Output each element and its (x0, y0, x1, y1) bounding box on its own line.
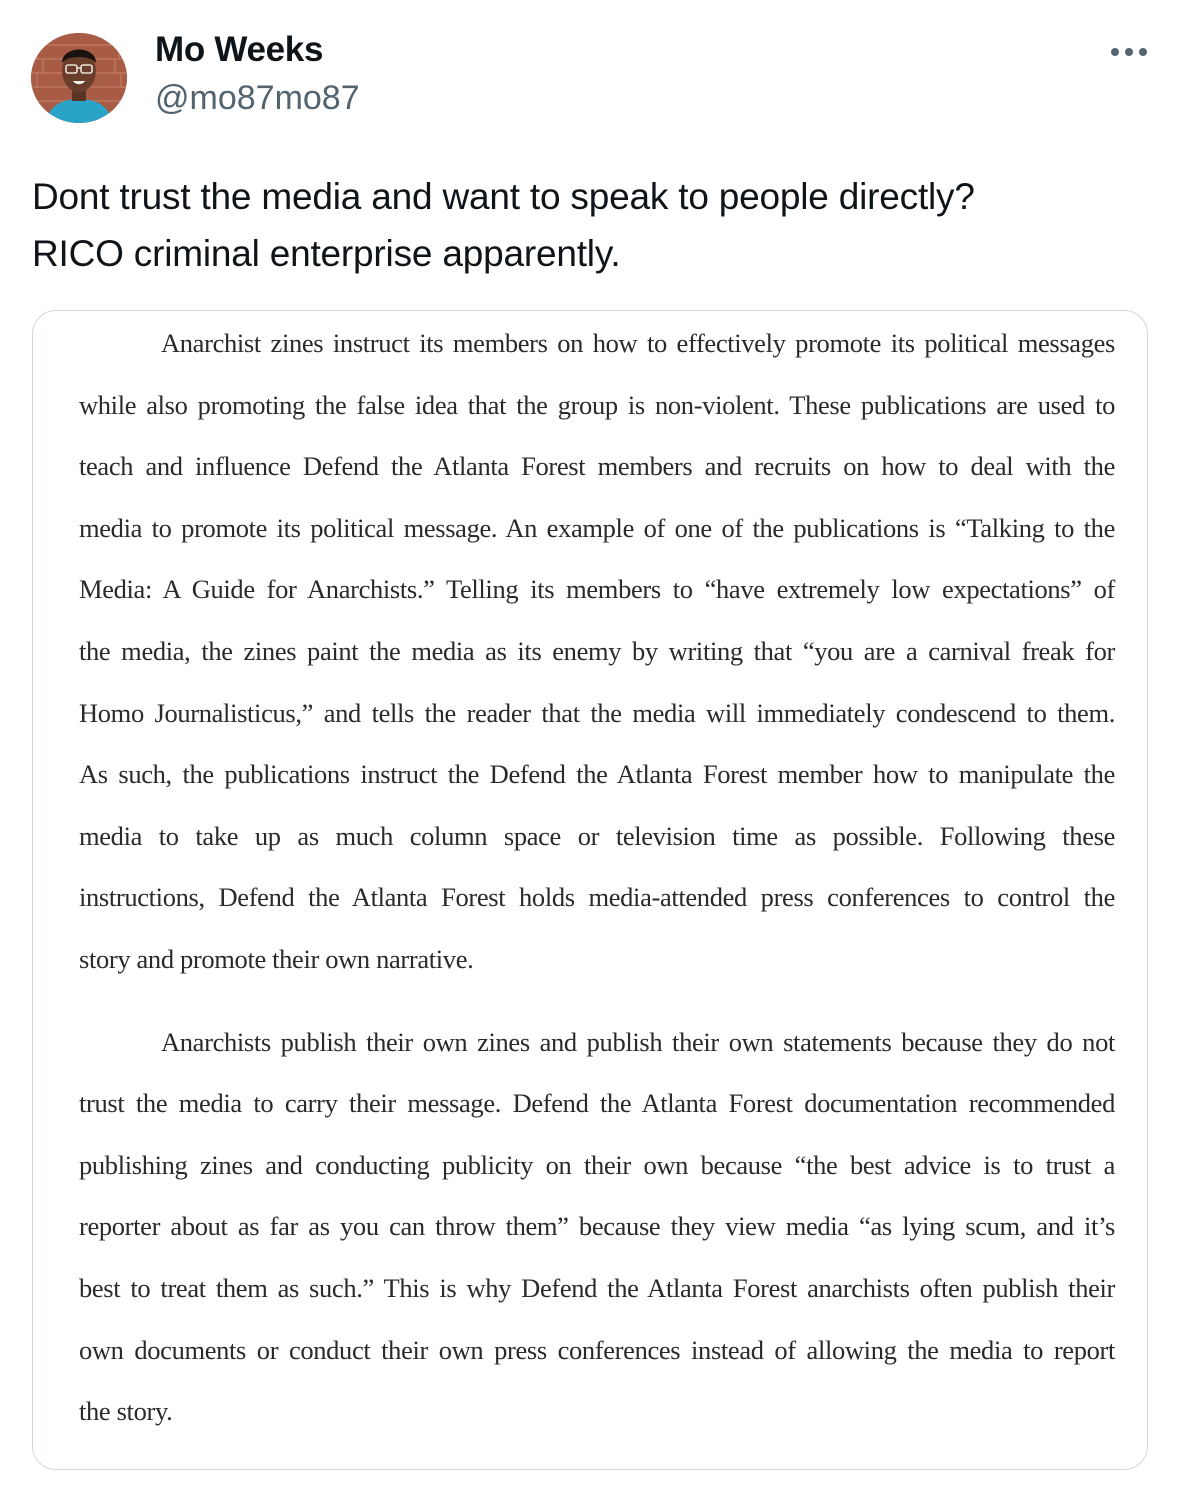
document-line: media to take up as much column space or television time as possible. Following these (79, 820, 1115, 851)
document-line: best to treat them as such.” This is why Defend the Atlanta Forest anarchists often publish their (79, 1272, 1115, 1303)
more-horizontal-icon (1109, 46, 1149, 58)
author-avatar[interactable] (31, 33, 127, 123)
document-line: own documents or conduct their own press conferences instead of allowing the media to report (79, 1334, 1115, 1365)
document-line: Anarchist zines instruct its members on how to effectively promote its political messages (161, 328, 1115, 358)
document-line: Media: A Guide for Anarchists.” Telling its members to “have extremely low expectations” of (79, 574, 1115, 605)
document-line: teach and influence Defend the Atlanta Forest members and recruits on how to deal with the (79, 451, 1115, 482)
author-handle[interactable]: @mo87mo87 (155, 79, 360, 117)
document-text (79, 329, 1115, 1459)
paragraph-gap (79, 1007, 1115, 1028)
attached-document-image[interactable] (32, 310, 1148, 1470)
document-line: instructions, Defend the Atlanta Forest holds media-attended press conferences to control the (79, 882, 1115, 913)
document-line: Anarchists publish their own zines and publish their own statements because they do not (161, 1026, 1115, 1057)
author-name[interactable]: Mo Weeks (155, 30, 324, 69)
document-line: media to promote its political message. An example of one of the publications is “Talking to the (79, 512, 1115, 543)
tweet-text: Dont trust the media and want to speak to people directly? RICO criminal enterprise apparently. (32, 176, 975, 274)
document-line: while also promoting the false idea that the group is non-violent. These publications are used to (79, 389, 1115, 420)
document-line: trust the media to carry their message. Defend the Atlanta Forest documentation recommended (79, 1088, 1115, 1119)
profile-photo (31, 33, 127, 123)
more-options-button[interactable] (1104, 34, 1154, 70)
document-line: As such, the publications instruct the Defend the Atlanta Forest member how to manipulate the (79, 759, 1115, 790)
document-line: the media, the zines paint the media as its enemy by writing that “you are a carnival freak for (79, 635, 1115, 666)
document-line: publishing zines and conducting publicity on their own because “the best advice is to trust a (79, 1149, 1115, 1180)
document-line: reporter about as far as you can throw them” because they view media “as lying scum, and it’s (79, 1211, 1115, 1242)
document-line: story and promote their own narrative. (79, 943, 474, 974)
document-line: the story. (79, 1396, 173, 1427)
document-line: Homo Journalisticus,” and tells the reader that the media will immediately condescend to them. (79, 697, 1115, 728)
